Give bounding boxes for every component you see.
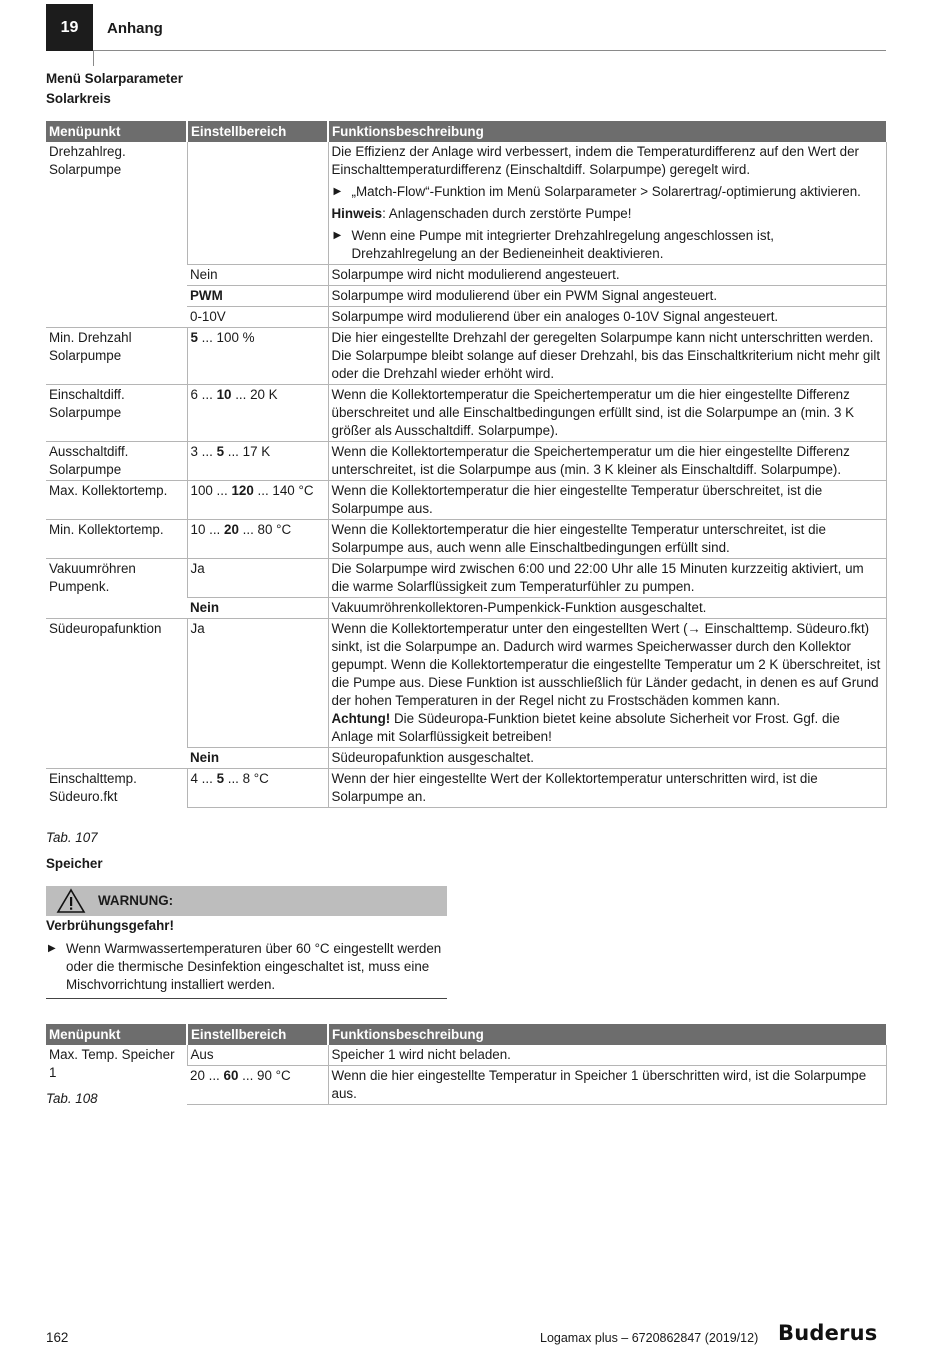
table-row — [46, 481, 886, 520]
setting-value: Ja — [187, 559, 328, 598]
range-max: ... 20 K — [231, 387, 278, 402]
function-description: Wenn die Kollektortemperatur die Speichertemperatur um die hier eingestellte Differenz überschreitet und alle Einschaltbedingungen erfüllt sind, ist die Solarpumpe an (min. 3 K größer als Ausschaltdiff. Solarpumpe). — [328, 385, 886, 442]
hint-label: Hinweis — [331, 206, 383, 221]
default-value: 120 — [231, 483, 254, 498]
chapter-title: Anhang — [107, 20, 163, 37]
menu-item-south-europe-function: Südeuropafunktion — [46, 619, 187, 769]
table-header-row — [46, 121, 886, 142]
menu-item-min-collector-temp: Min. Kollektortemp. — [46, 520, 187, 559]
range-max: ... 8 °C — [224, 771, 269, 786]
menu-item-pump-speed-control: Drehzahlreg. Solarpumpe — [46, 142, 187, 328]
warning-rule — [46, 998, 447, 999]
range-min: 10 ... — [190, 522, 224, 537]
column-header-menu-item: Menüpunkt — [46, 121, 187, 142]
brand-logo: Buderus — [778, 1321, 878, 1345]
menu-item-min-pump-speed: Min. Drehzahl Solarpumpe — [46, 328, 187, 385]
warning-label: WARNUNG: — [98, 893, 174, 908]
section-title: Menü Solarparameter — [46, 71, 183, 86]
table-caption: Tab. 108 — [46, 1091, 98, 1106]
menu-item-max-temp-storage-1: Max. Temp. Speicher 1 — [49, 1047, 175, 1080]
function-description: Die hier eingestellte Drehzahl der geregelten Solarpumpe kann nicht unterschritten werden. Die Solarpumpe bleibt solange auf dieser Drehzahl, bis das Einschaltkriterium nicht mehr gilt oder die Drehzahl wieder erhöht wird. — [328, 328, 886, 385]
page-number: 162 — [46, 1330, 69, 1345]
default-value: 10 — [216, 387, 232, 402]
caution-text: Die Südeuropa-Funktion bietet keine absolute Sicherheit vor Frost. Ggf. die Anlage mit Solarflüssigkeit betreiben! — [331, 711, 840, 744]
warning-triangle-icon — [56, 888, 86, 914]
caution-label: Achtung! — [331, 711, 391, 726]
range-max: ... 80 °C — [238, 522, 292, 537]
default-value: 20 — [224, 522, 239, 537]
menu-item-south-europe-switch-on-temp: Einschalttemp. Südeuro.fkt — [49, 771, 137, 804]
table-row — [46, 442, 886, 481]
table-row — [46, 619, 886, 748]
instruction-item — [332, 183, 883, 201]
table-header-row — [46, 1024, 886, 1045]
function-description: Solarpumpe wird modulierend über ein analoges 0-10V Signal angesteuert. — [328, 307, 886, 328]
table-row — [46, 328, 886, 385]
menu-item-switch-off-diff: Ausschaltdiff. Solarpumpe — [46, 442, 187, 481]
setting-value: Aus — [187, 1045, 328, 1066]
function-description: Wenn die Kollektortemperatur die Speichertemperatur um die hier eingestellte Differenz unterschreitet, ist die Solarpumpe aus (min. 3 K kleiner als Einschaltdiff. Solarpumpe). — [328, 442, 886, 481]
setting-range — [187, 385, 328, 442]
menu-item-switch-on-diff: Einschaltdiff. Solarpumpe — [46, 385, 187, 442]
range-min: 100 ... — [190, 483, 232, 498]
table-caption: Tab. 107 — [46, 830, 98, 845]
setting-range — [187, 769, 328, 808]
function-description: Solarpumpe wird nicht modulierend angesteuert. — [328, 265, 886, 286]
function-description — [328, 142, 886, 265]
default-value: 5 — [216, 444, 225, 459]
storage-heading: Speicher — [46, 856, 103, 871]
document-reference: Logamax plus – 6720862847 (2019/12) — [540, 1331, 759, 1345]
warning-text: Wenn Warmwassertemperaturen über 60 °C eingestellt werden oder die thermische Desinfektion eingeschaltet ist, muss eine Mischvorrichtung installiert werden. — [66, 941, 442, 992]
setting-value: Nein — [187, 265, 328, 286]
hint-line — [332, 205, 883, 223]
setting-range — [187, 520, 328, 559]
setting-value: Ja — [187, 619, 328, 748]
description-text: Die Effizienz der Anlage wird verbessert, indem die Temperaturdifferenz auf den Wert der Einschalttemperaturdifferenz (Einschaltdiff. Solarpumpe) geregelt wird. — [331, 144, 859, 177]
function-description: Wenn die Kollektortemperatur die hier eingestellte Temperatur überschreitet, ist die Solarpumpe aus. — [328, 481, 886, 520]
section-subtitle: Solarkreis — [46, 91, 111, 106]
function-description: Vakuumröhrenkollektoren-Pumpenkick-Funktion ausgeschaltet. — [328, 598, 886, 619]
table-row — [46, 520, 886, 559]
storage-table — [46, 1024, 887, 1105]
setting-value-default: Nein — [187, 748, 328, 769]
bullet-triangle-icon: ▶ — [333, 186, 342, 197]
hint-text: : Anlagenschaden durch zerstörte Pumpe! — [382, 206, 632, 221]
range-min: 3 ... — [190, 444, 217, 459]
setting-range — [187, 442, 328, 481]
table-row — [46, 1045, 886, 1066]
instruction-text: Wenn eine Pumpe mit integrierter Drehzahlregelung angeschlossen ist, Drehzahlregelung an der Bedieneinheit deaktivieren. — [351, 228, 775, 261]
table-row — [46, 559, 886, 598]
column-header-setting-range: Einstellbereich — [187, 1024, 328, 1045]
column-header-setting-range: Einstellbereich — [187, 121, 328, 142]
bullet-triangle-icon: ▶ — [48, 943, 56, 954]
range-max: ... 140 °C — [253, 483, 314, 498]
setting-value-default: PWM — [187, 286, 328, 307]
default-value: 5 — [216, 771, 225, 786]
chapter-number: 19 — [46, 4, 93, 51]
warning-bar — [46, 886, 447, 916]
menu-item-vacuum-tube-pump-kick: Vakuumröhren Pumpenk. — [46, 559, 187, 619]
table-row — [46, 769, 886, 808]
instruction-text: „Match-Flow“-Funktion im Menü Solarparameter > Solarertrag/-optimierung aktivieren. — [351, 184, 861, 199]
header-divider — [93, 51, 94, 66]
setting-range — [187, 481, 328, 520]
instruction-item — [332, 227, 883, 263]
function-description: Solarpumpe wird modulierend über ein PWM Signal angesteuert. — [328, 286, 886, 307]
table-row — [46, 385, 886, 442]
setting-range — [187, 1066, 328, 1105]
column-header-description: Funktionsbeschreibung — [328, 121, 886, 142]
setting-range-empty — [187, 142, 328, 265]
range-min: 4 ... — [190, 771, 217, 786]
solar-circuit-table — [46, 121, 887, 808]
function-description — [328, 619, 886, 748]
warning-instruction — [46, 940, 447, 994]
column-header-description: Funktionsbeschreibung — [328, 1024, 886, 1045]
function-description: Wenn der hier eingestellte Wert der Kollektortemperatur unterschritten wird, ist die Solarpumpe an. — [328, 769, 886, 808]
function-description: Speicher 1 wird nicht beladen. — [328, 1045, 886, 1066]
setting-value: 0-10V — [187, 307, 328, 328]
default-value: 5 — [190, 330, 198, 345]
range-min: 20 ... — [190, 1068, 224, 1083]
function-description: Wenn die hier eingestellte Temperatur in Speicher 1 überschritten wird, ist die Solarpumpe aus. — [328, 1066, 886, 1105]
menu-item-max-collector-temp: Max. Kollektortemp. — [46, 481, 187, 520]
default-value: 60 — [223, 1068, 239, 1083]
table-row — [46, 142, 886, 265]
header-rule — [93, 50, 886, 51]
column-header-menu-item: Menüpunkt — [46, 1024, 187, 1045]
range-max: ... 17 K — [224, 444, 271, 459]
function-description: Wenn die Kollektortemperatur die hier eingestellte Temperatur unterschreitet, ist die Solarpumpe aus, auch wenn alle Einschaltbedingungen erfüllt sind. — [328, 520, 886, 559]
range-min: 6 ... — [190, 387, 217, 402]
setting-value-default: Nein — [187, 598, 328, 619]
function-description: Südeuropafunktion ausgeschaltet. — [328, 748, 886, 769]
bullet-triangle-icon: ▶ — [333, 230, 342, 241]
caution-line — [332, 710, 883, 746]
range-max: ... 90 °C — [238, 1068, 291, 1083]
range-text: ... 100 % — [197, 330, 255, 345]
description-text: Wenn die Kollektortemperatur unter den eingestellten Wert (→ Einschalttemp. Südeuro.fkt) sinkt, ist die Solarpumpe an. Dadurch wird warmes Speicherwasser durch den Kollektor gepumpt. Wenn die Kollektortemperatur die eingestellte Temperatur um 2 K überschreitet, ist die Pumpe aus. Diese Funktion ist ausschließlich für Länder gedacht, in denen es auf Grund der hohen Temperaturen in der Regel nicht zu Frostschäden kommen kann. — [331, 621, 881, 708]
setting-range — [187, 328, 328, 385]
function-description: Die Solarpumpe wird zwischen 6:00 und 22:00 Uhr alle 15 Minuten kurzzeitig aktiviert, um die warme Solarflüssigkeit zum Temperaturfühler zu pumpen. — [328, 559, 886, 598]
warning-title: Verbrühungsgefahr! — [46, 918, 174, 933]
